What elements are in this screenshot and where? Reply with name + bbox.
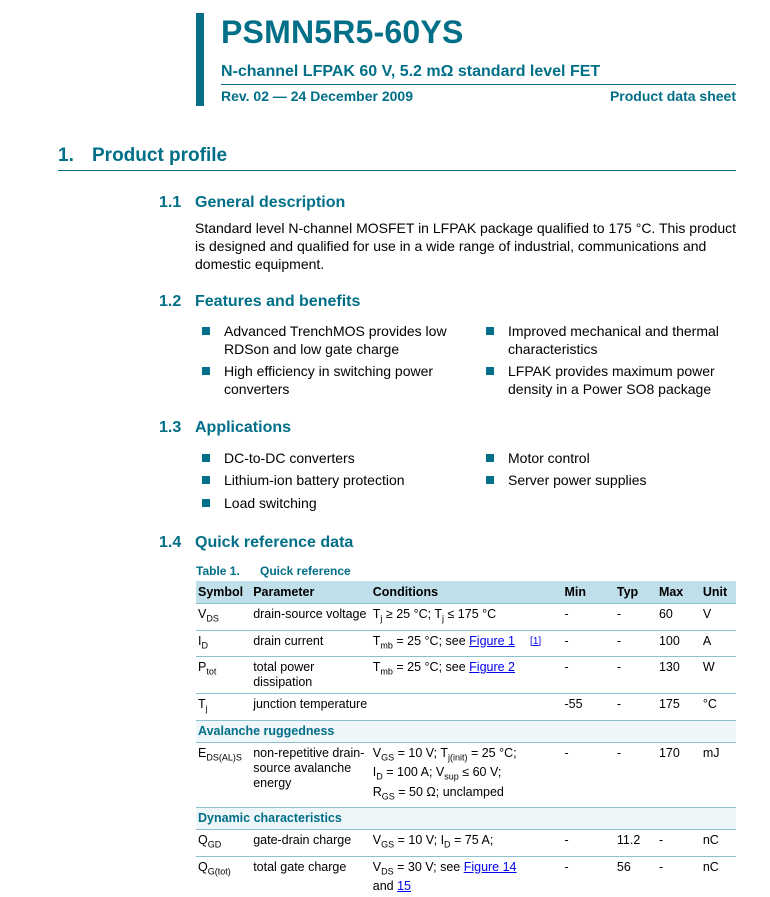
symbol-cell: $Q_{GD}$ [196,830,251,857]
symbol-cell: $V_{DS}$ [196,604,251,631]
table-row [196,657,736,694]
bullet-square-icon [202,476,210,484]
subsection-heading-general-description [159,193,345,213]
max-cell: 60 [657,604,701,631]
unit-cell: mJ [701,742,736,808]
section-heading-product-profile [58,144,227,168]
min-cell: - [562,657,614,694]
symbol-cell: $T_j$ [196,694,251,721]
min-cell: - [562,830,614,857]
table-row [196,604,736,631]
bullet-square-icon [202,499,210,507]
subsection-heading-quick-reference [159,533,353,553]
table-row [196,694,736,721]
subsection-title: General description [195,194,346,211]
typ-cell: - [615,694,657,721]
min-cell: - [562,630,614,657]
subsection-heading-features [159,292,360,312]
section-label-avalanche: Avalanche ruggedness [196,720,736,742]
typ-cell: - [615,742,657,808]
feature-item: Improved mechanical and thermal characteristics [484,322,758,358]
parameter-cell: drain current [251,630,371,657]
typ-cell: - [615,604,657,631]
parameter-cell: junction temperature [251,694,371,721]
min-cell: - [562,604,614,631]
section-title: Product profile [92,145,228,166]
max-cell: - [657,830,701,857]
max-cell: 130 [657,657,701,694]
max-cell: - [657,856,701,897]
unit-cell: V [701,604,736,631]
max-cell: 170 [657,742,701,808]
unit-cell: nC [701,830,736,857]
section-divider [58,170,736,171]
symbol-cell: $I_D$ [196,630,251,657]
table-row [196,856,736,897]
footnote-link[interactable]: [1] [530,635,542,647]
figure-link[interactable]: 15 [397,879,412,893]
subsection-number: 1.2 [159,293,182,310]
col-header-conditions: Conditions [371,581,528,604]
ref-cell [528,830,562,857]
conditions-cell: $V_{GS} = 10$ V; $I_D = 75$ A; [371,830,528,857]
conditions-cell: $V_{DS} = 30$ V; see Figure 14 and 15 [371,856,528,897]
col-header-min: Min [562,581,614,604]
document-title: PSMN5R5-60YS [221,14,464,50]
max-cell: 100 [657,630,701,657]
table-section-row [196,808,736,830]
feature-item: LFPAK provides maximum power density in a Power SO8 package [484,362,758,398]
application-item: DC-to-DC converters [200,449,474,467]
typ-cell: - [615,657,657,694]
bullet-square-icon [202,367,210,375]
application-item: Motor control [484,449,758,467]
ref-cell [528,856,562,897]
conditions-cell: $T_{mb} = 25$ °C; see Figure 2 [371,657,528,694]
table-section-row [196,720,736,742]
col-header-parameter: Parameter [251,581,371,604]
unit-cell: nC [701,856,736,897]
subsection-title: Features and benefits [195,293,361,310]
col-header-unit: Unit [701,581,736,604]
ref-cell [528,657,562,694]
bullet-square-icon [202,327,210,335]
table-row [196,630,736,657]
col-header-ref [528,581,562,604]
section-label-dynamic: Dynamic characteristics [196,808,736,830]
bullet-square-icon [202,454,210,462]
col-header-max: Max [657,581,701,604]
parameter-cell: drain-source voltage [251,604,371,631]
table-title: Quick reference [260,564,351,578]
subsection-number: 1.3 [159,419,182,436]
min-cell: -55 [562,694,614,721]
section-number: 1. [58,145,74,166]
min-cell: - [562,856,614,897]
unit-cell: °C [701,694,736,721]
revision-date: Rev. 02 — 24 December 2009 [221,88,413,104]
bullet-square-icon [486,367,494,375]
parameter-cell: non-repetitive drain-source avalanche energy [251,742,371,808]
subsection-heading-applications [159,418,291,438]
parameter-cell: total gate charge [251,856,371,897]
bullet-square-icon [486,454,494,462]
table-row [196,742,736,808]
table-label: Table 1. [196,564,240,578]
subsection-number: 1.4 [159,534,182,551]
conditions-cell: $T_j \ge 25$ °C; $T_j \le 175$ °C [371,604,528,631]
figure-link[interactable]: Figure 2 [469,660,516,674]
parameter-cell: gate-drain charge [251,830,371,857]
typ-cell: 11.2 [615,830,657,857]
document-type: Product data sheet [609,88,736,104]
subsection-number: 1.1 [159,194,182,211]
max-cell: 175 [657,694,701,721]
bullet-square-icon [486,476,494,484]
header-divider [221,84,736,85]
application-item: Server power supplies [484,471,758,489]
feature-item: Advanced TrenchMOS provides low RDSon and low gate charge [200,322,464,358]
conditions-cell: $V_{GS} = 10$ V; $T_{j(init)} = 25$ °C; $I_D = 100$ A; $V_{sup} \le 60$ V; $R_{GS} = 50$ Ω; unclamped [371,742,528,808]
feature-item: High efficiency in switching power converters [200,362,464,398]
table-row [196,830,736,857]
min-cell: - [562,742,614,808]
general-description-text: Standard level N-channel MOSFET in LFPAK package qualified to 175 °C. This product is designed and qualified for use in a wide range of industrial, communications and domestic equipment. [195,220,736,272]
ref-cell [528,630,562,657]
unit-cell: A [701,630,736,657]
conditions-cell: $T_{mb} = 25$ °C; see Figure 1 [371,630,528,657]
application-item: Load switching [200,494,474,512]
quick-reference-table [196,581,736,897]
parameter-cell: total power dissipation [251,657,371,694]
conditions-cell [371,694,528,721]
header-accent-bar [196,13,204,106]
symbol-cell: $Q_{G(tot)}$ [196,856,251,897]
subsection-title: Applications [195,419,292,436]
col-header-typ: Typ [615,581,657,604]
subsection-title: Quick reference data [195,534,354,551]
application-item: Lithium-ion battery protection [200,471,474,489]
symbol-cell: $E_{DS(AL)S}$ [196,742,251,808]
table-header-row [196,581,736,604]
ref-cell [528,742,562,808]
document-subtitle: N-channel LFPAK 60 V, 5.2 mΩ standard level FET [221,63,601,80]
typ-cell: 56 [615,856,657,897]
figure-link[interactable]: Figure 14 [463,859,517,874]
bullet-square-icon [486,327,494,335]
ref-cell [528,694,562,721]
unit-cell: W [701,657,736,694]
table-caption [196,563,351,579]
typ-cell: - [615,630,657,657]
figure-link[interactable]: Figure 1 [469,633,516,648]
ref-cell [528,604,562,631]
symbol-cell: $P_{tot}$ [196,657,251,694]
col-header-symbol: Symbol [196,581,251,604]
